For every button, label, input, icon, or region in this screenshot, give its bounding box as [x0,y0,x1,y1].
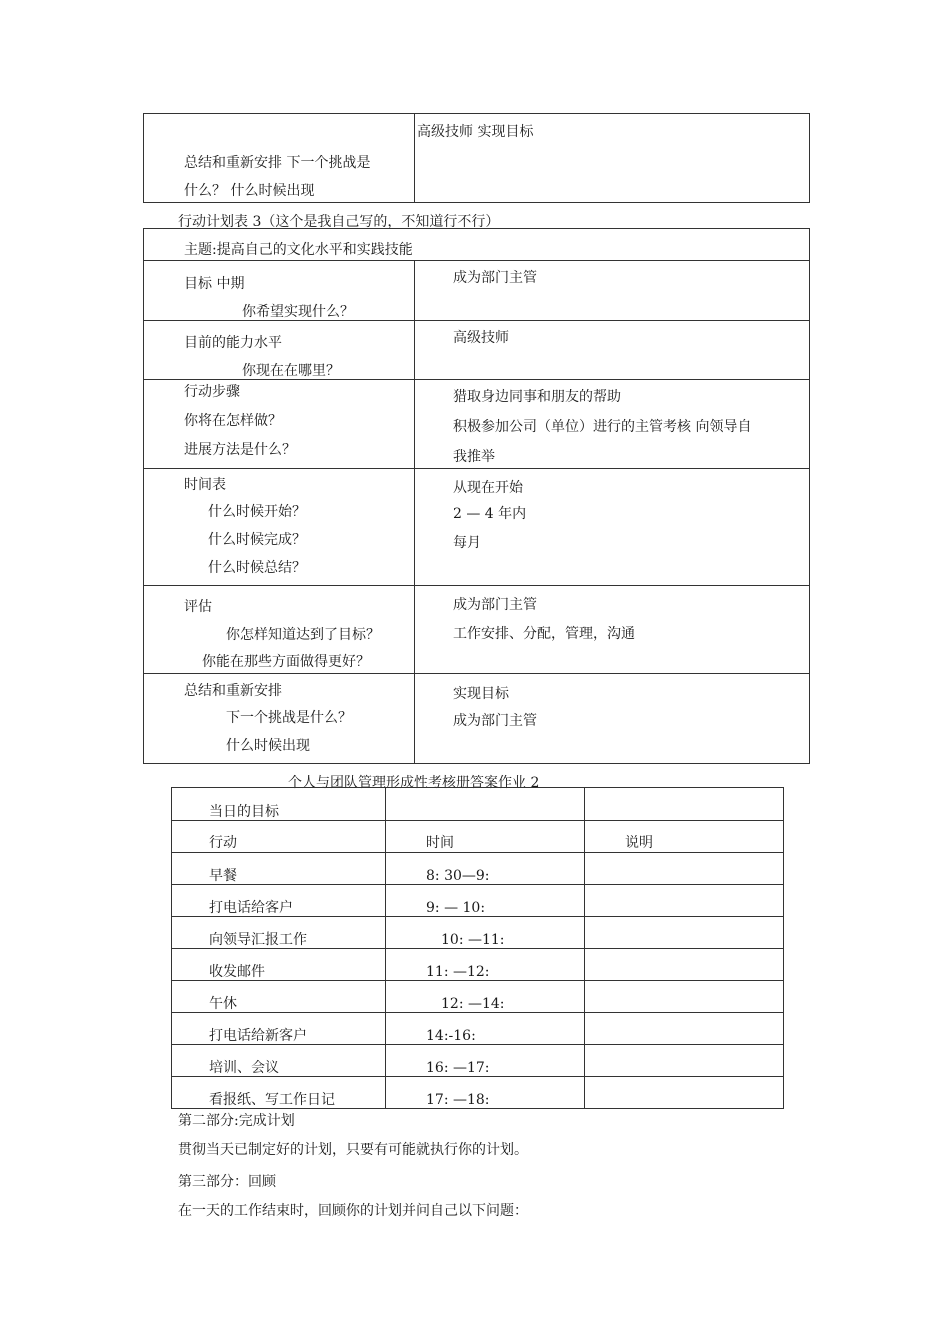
time-cell [386,1045,585,1077]
eval-answer-1: 成为部门主管 [453,597,537,613]
schedule-question-2: 什么时候完成？ [208,532,306,548]
table-row [172,949,784,981]
header-action: 行动 [209,835,237,851]
steps-question-2: 进展方法是什么？ [184,442,296,458]
action-text: 打电话给客户 [209,900,293,916]
time-cell [386,981,585,1013]
fragment-left-line-2: 什么？ 什么时候出现 [184,183,315,199]
header-time-cell [386,821,585,853]
time-text: 16: —17: [426,1060,490,1076]
note-cell [585,981,784,1013]
table-row [172,1077,784,1109]
fragment-left-cell [144,114,415,203]
eval-question-1: 你怎样知道达到了目标？ [226,627,380,643]
note-cell [585,949,784,981]
daily-schedule-table [171,787,784,1109]
plan3-row-ability-left [144,321,415,380]
plan3-row-eval-left [144,586,415,674]
time-cell [386,1013,585,1045]
table-row [172,981,784,1013]
plan3-row-steps-right [415,380,810,469]
plan3-theme: 主题:提高自己的文化水平和实践技能 [184,242,413,258]
action-cell [172,949,386,981]
assignment-title: 个人与团队管理形成性考核册答案作业 2 [288,775,540,791]
time-text: 17: —18: [426,1092,490,1108]
fragment-left-line-1: 总结和重新安排 下一个挑战是 [184,155,371,171]
table-row [172,1045,784,1077]
plan3-row-eval-right [415,586,810,674]
plan3-row-goal-left [144,261,415,321]
steps-answer-3: 我推举 [453,449,495,465]
plan3-table [143,228,810,764]
part3-title: 第三部分：回顾 [178,1174,276,1190]
action-text: 培训、会议 [209,1060,279,1076]
eval-question-2: 你能在那些方面做得更好？ [202,654,370,670]
table-row [172,853,784,885]
summary-question-1: 下一个挑战是什么？ [226,710,352,726]
time-cell [386,949,585,981]
ability-answer: 高级技师 [453,330,509,346]
time-cell [386,853,585,885]
action-text: 午休 [209,996,237,1012]
time-cell [386,1077,585,1109]
time-text: 8: 30—9: [426,868,490,884]
goal-answer: 成为部门主管 [453,270,537,286]
note-cell [585,1077,784,1109]
plan3-row-steps-left [144,380,415,469]
plan3-theme-cell [144,229,810,261]
plan3-row-summary-left [144,674,415,764]
table-row [172,1013,784,1045]
goal-label-cell [172,788,386,821]
schedule-answer-1: 从现在开始 [453,480,523,496]
plan3-row-schedule-left [144,469,415,586]
plan3-row-schedule-right [415,469,810,586]
part2-title: 第二部分:完成计划 [178,1113,295,1129]
plan3-row-goal-right [415,261,810,321]
plan3-row-ability-right [415,321,810,380]
action-cell [172,1045,386,1077]
summary-answer-1: 实现目标 [453,686,509,702]
schedule-question-3: 什么时候总结？ [208,560,306,576]
goal-question: 你希望实现什么？ [242,304,354,320]
schedule-label: 时间表 [184,477,226,493]
action-text: 向领导汇报工作 [209,932,307,948]
note-cell [585,1013,784,1045]
fragment-right-text: 高级技师 实现目标 [417,124,534,140]
action-text: 早餐 [209,868,237,884]
plan2-fragment-table [143,113,810,203]
action-cell [172,917,386,949]
summary-answer-2: 成为部门主管 [453,713,537,729]
ability-label: 目前的能力水平 [184,335,282,351]
ability-question: 你现在在哪里？ [242,363,340,379]
action-text: 看报纸、写工作日记 [209,1092,335,1108]
header-action-cell [172,821,386,853]
action-cell [172,981,386,1013]
time-cell [386,917,585,949]
time-text: 10: —11: [441,932,505,948]
summary-label: 总结和重新安排 [184,683,282,699]
steps-question-1: 你将在怎样做？ [184,413,282,429]
time-text: 14:-16: [426,1028,476,1044]
schedule-question-1: 什么时候开始？ [208,504,306,520]
note-cell [585,885,784,917]
note-cell [585,917,784,949]
eval-answer-2: 工作安排、分配，管理，沟通 [453,626,635,642]
time-cell [386,885,585,917]
time-text: 9: — 10: [426,900,486,916]
note-cell [585,853,784,885]
action-cell [172,885,386,917]
action-cell [172,853,386,885]
steps-answer-1: 猎取身边同事和朋友的帮助 [453,389,621,405]
schedule-answer-3: 每月 [453,535,481,551]
action-cell [172,1077,386,1109]
daily-goal-label: 当日的目标 [209,804,279,820]
header-note-cell [585,821,784,853]
goal-empty-cell-1 [386,788,585,821]
plan3-caption: 行动计划表 3（这个是我自己写的，不知道行不行） [178,214,500,230]
part2-text: 贯彻当天已制定好的计划，只要有可能就执行你的计划。 [178,1142,528,1158]
goal-empty-cell-2 [585,788,784,821]
summary-question-2: 什么时候出现 [226,738,310,754]
part3-text: 在一天的工作结束时，回顾你的计划并问自己以下问题： [178,1203,528,1219]
action-text: 打电话给新客户 [209,1028,307,1044]
plan3-row-summary-right [415,674,810,764]
header-time: 时间 [426,835,454,851]
action-text: 收发邮件 [209,964,265,980]
time-text: 11: —12: [426,964,490,980]
header-note: 说明 [625,835,653,851]
eval-label: 评估 [184,599,212,615]
steps-answer-2: 积极参加公司（单位）进行的主管考核 向领导自 [453,419,752,435]
note-cell [585,1045,784,1077]
schedule-answer-2: 2 — 4 年内 [453,506,527,522]
table-row [172,885,784,917]
action-cell [172,1013,386,1045]
steps-label: 行动步骤 [184,384,240,400]
table-row [172,917,784,949]
fragment-right-cell [415,114,810,203]
time-text: 12: —14: [441,996,505,1012]
goal-label: 目标 中期 [184,276,245,292]
